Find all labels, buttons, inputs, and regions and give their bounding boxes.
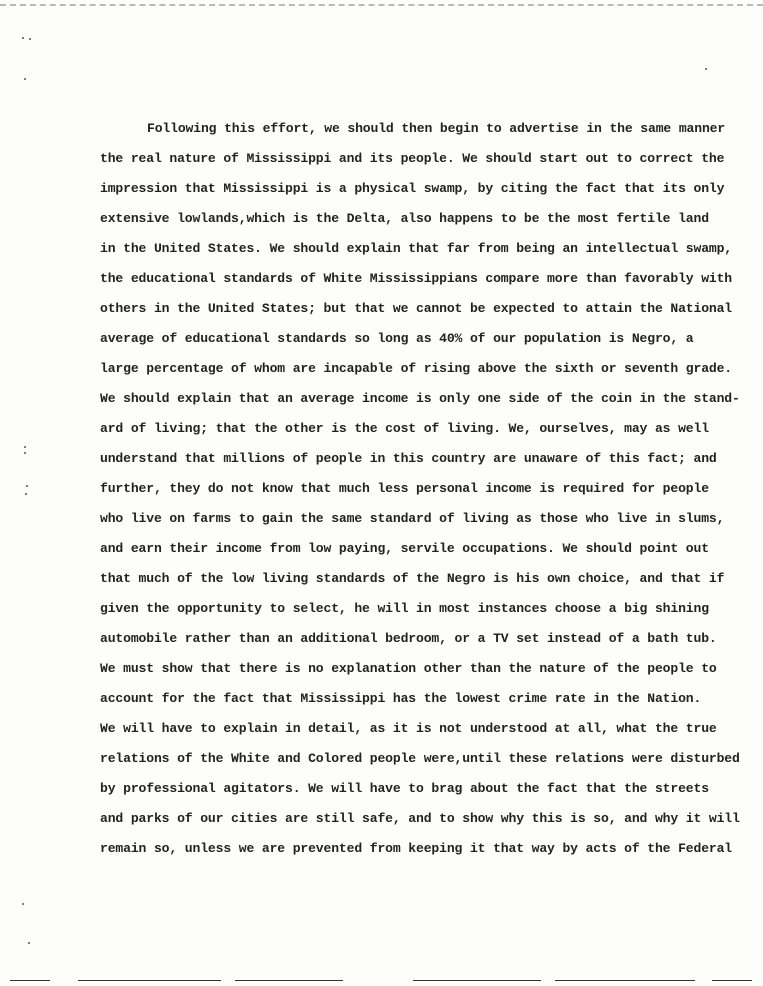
bottom-edge-rule	[413, 980, 541, 981]
text-line: remain so, unless we are prevented from keeping it that way by acts of the Federal	[100, 841, 733, 856]
top-edge-rule	[0, 4, 763, 6]
bottom-edge-rule	[235, 980, 343, 981]
scan-speck	[28, 942, 30, 944]
scan-speck	[29, 38, 31, 40]
scan-speck	[24, 452, 26, 454]
scan-speck	[26, 485, 28, 487]
bottom-edge-rule	[555, 980, 695, 981]
text-line: Following this effort, we should then begin to advertise in the same manner	[147, 121, 726, 136]
text-line: further, they do not know that much less personal income is required for people	[100, 481, 709, 496]
text-line: We will have to explain in detail, as it is not understood at all, what the true	[100, 721, 717, 736]
text-line: ard of living; that the other is the cost of living. We, ourselves, may as well	[100, 421, 709, 436]
text-line: given the opportunity to select, he will in most instances choose a big shining	[100, 601, 709, 616]
text-line: account for the fact that Mississippi has the lowest crime rate in the Nation.	[100, 691, 702, 706]
scan-speck	[22, 37, 24, 39]
bottom-edge-rule	[78, 980, 221, 981]
scan-speck	[705, 68, 707, 70]
text-line: relations of the White and Colored people were,until these relations were disturbed	[100, 751, 740, 766]
text-line: We must show that there is no explanation other than the nature of the people to	[100, 661, 717, 676]
scan-speck	[24, 78, 26, 80]
text-line: others in the United States; but that we cannot be expected to attain the National	[100, 301, 733, 316]
text-line: average of educational standards so long as 40% of our population is Negro, a	[100, 331, 694, 346]
text-line: in the United States. We should explain that far from being an intellectual swamp,	[100, 241, 733, 256]
bottom-edge-rule	[712, 980, 752, 981]
bottom-edge-rule	[10, 980, 50, 981]
text-line: who live on farms to gain the same standard of living as those who live in slums,	[100, 511, 725, 526]
text-line: and parks of our cities are still safe, and to show why this is so, and why it will	[100, 811, 740, 826]
body-text	[100, 114, 740, 864]
scan-speck	[22, 903, 24, 905]
text-line: understand that millions of people in this country are unaware of this fact; and	[100, 451, 717, 466]
text-line: automobile rather than an additional bedroom, or a TV set instead of a bath tub.	[100, 631, 717, 646]
text-line: the educational standards of White Mississippians compare more than favorably with	[100, 271, 733, 286]
text-line: by professional agitators. We will have to brag about the fact that the streets	[100, 781, 709, 796]
text-line: and earn their income from low paying, servile occupations. We should point out	[100, 541, 709, 556]
text-line: that much of the low living standards of the Negro is his own choice, and that if	[100, 571, 725, 586]
text-line: the real nature of Mississippi and its people. We should start out to correct the	[100, 151, 725, 166]
text-line: impression that Mississippi is a physical swamp, by citing the fact that its only	[100, 181, 725, 196]
scan-speck	[25, 493, 27, 495]
text-line: large percentage of whom are incapable of rising above the sixth or seventh grade.	[100, 361, 733, 376]
text-line: extensive lowlands,which is the Delta, also happens to be the most fertile land	[100, 211, 709, 226]
scan-speck	[24, 446, 26, 448]
text-line: We should explain that an average income is only one side of the coin in the stand-	[100, 391, 740, 406]
